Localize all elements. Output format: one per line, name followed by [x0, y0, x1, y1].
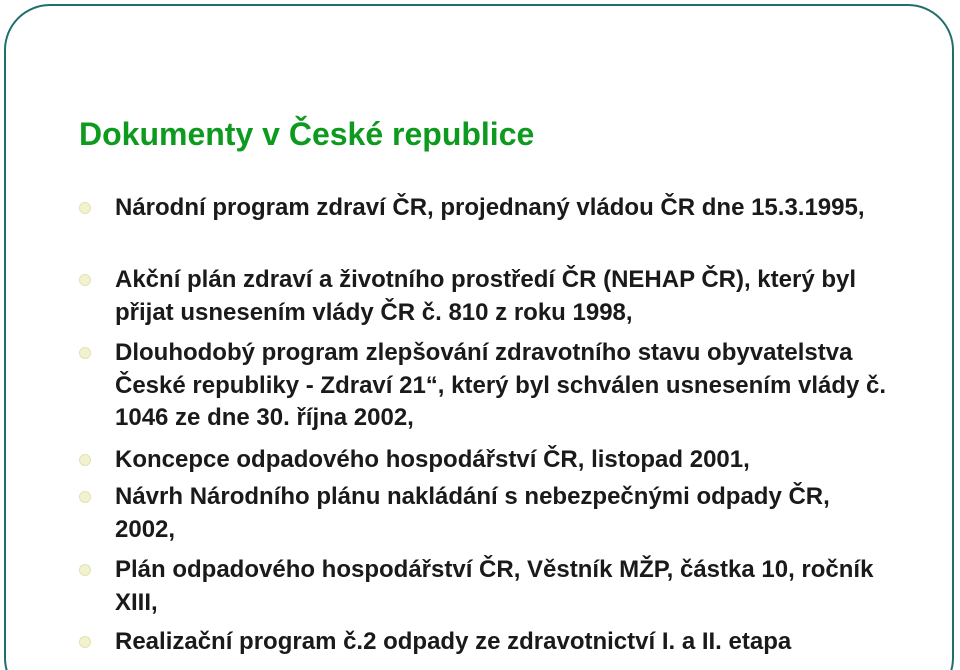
bullet-icon	[79, 347, 91, 359]
bullet-icon	[79, 491, 91, 503]
bullet-icon	[79, 636, 91, 648]
bullet-icon	[79, 202, 91, 214]
bullet-text: Národní program zdraví ČR, projednaný vládou ČR dne 15.3.1995,	[115, 194, 865, 221]
bullet-icon	[79, 274, 91, 286]
slide-title: Dokumenty v České republice	[79, 116, 535, 152]
bullet-text: Dlouhodobý program zlepšování zdravotního stavu obyvatelstva České republiky - Zdraví 21“, který byl schválen usnesením vlády č. 1046 ze dne 30. října 2002,	[115, 339, 887, 431]
bullet-text: Realizační program č.2 odpady ze zdravotnictví I. a II. etapa	[115, 628, 792, 655]
bullet-icon	[79, 564, 91, 576]
bullet-text: Plán odpadového hospodářství ČR, Věstník MŽP, částka 10, ročník XIII,	[115, 556, 874, 616]
bullet-text: Návrh Národního plánu nakládání s nebezpečnými odpady ČR, 2002,	[115, 483, 830, 543]
bullet-text: Koncepce odpadového hospodářství ČR, listopad 2001,	[115, 446, 750, 473]
bullet-icon	[79, 454, 91, 466]
bullet-text: Akční plán zdraví a životního prostředí ČR (NEHAP ČR), který byl přijat usnesením vlády ČR č. 810 z roku 1998,	[115, 266, 857, 326]
